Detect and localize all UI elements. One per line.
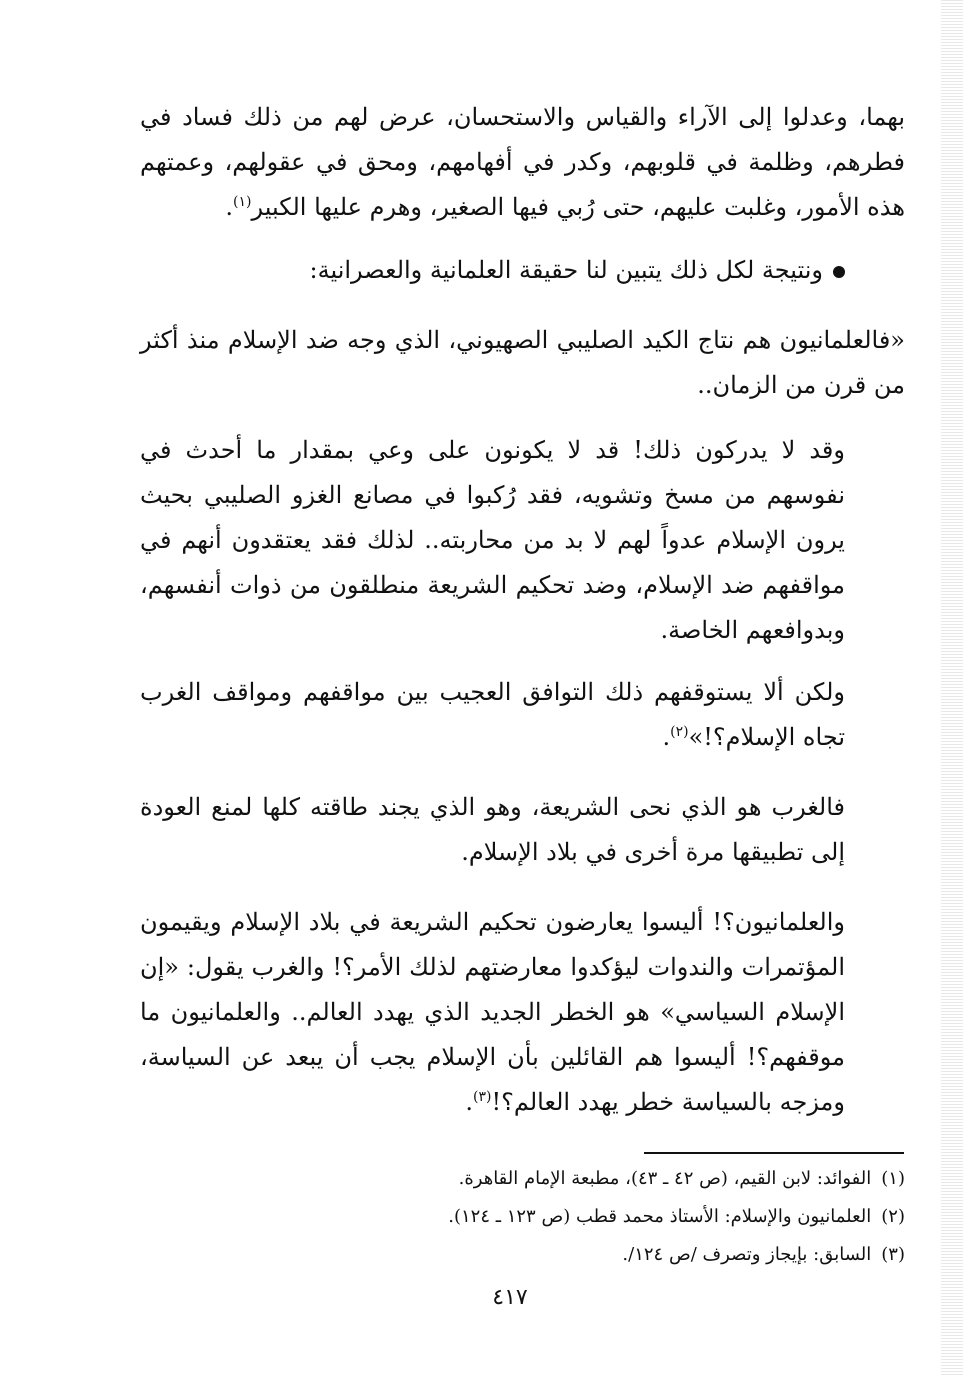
footnotes — [140, 1160, 905, 1274]
paragraph-5 — [140, 785, 905, 875]
footnote-1 — [140, 1160, 905, 1198]
paragraph-2-text: «فالعلمانيون هم نتاج الكيد الصليبي الصهيوني، الذي وجه ضد الإسلام منذ أكثر من قرن من الزمان.. — [140, 326, 905, 399]
footnote-3 — [140, 1236, 905, 1274]
paragraph-1 — [140, 95, 905, 230]
paragraph-5-text: فالغرب هو الذي نحى الشريعة، وهو الذي يجند طاقته كلها لمنع العودة إلى تطبيقها مرة أخرى في بلاد الإسلام. — [140, 793, 845, 866]
paragraph-2 — [140, 318, 905, 408]
paragraph-4-end: . — [662, 723, 671, 751]
footnote-ref-3: (٣) — [473, 1089, 492, 1105]
footnote-2 — [140, 1198, 905, 1236]
footnote-ref-1: (١) — [233, 194, 252, 210]
bullet-text: ونتيجة لكل ذلك يتبين لنا حقيقة العلمانية والعصرانية: — [309, 256, 823, 284]
paragraph-1-body: بهما، وعدلوا إلى الآراء والقياس والاستحسان، عرض لهم من ذلك فساد في فطرهم، وظلمة في قلوبهم، وكدر في أفهامهم، ومحق في عقولهم، وعمتهم هذه الأمور، وغلبت عليهم، حتى رُبي فيها الصغير، وهرم عليها الكبير — [140, 103, 905, 221]
paragraph-6-text — [140, 900, 905, 1125]
footnote-2-text: العلمانيون والإسلام: الأستاذ محمد قطب (ص ١٢٣ ـ ١٢٤). — [448, 1206, 872, 1227]
paragraph-1-text — [140, 95, 905, 230]
page-edge-texture — [941, 0, 963, 1375]
paragraph-3-text: وقد لا يدركون ذلك! قد لا يكونون على وعي بمقدار ما أحدث في نفوسهم من مسخ وتشويه، فقد رُكبوا في مصانع الغزو الصليبي بحيث يرون الإسلام عدواً لهم لا بد من محاربته.. لذلك فقد يعتقدون أنهم في مواقفهم ضد الإسلام، وضد تحكيم الشريعة منطلقون من ذوات أنفسهم، وبدوافعهم الخاصة. — [140, 436, 845, 644]
footnote-1-number: (١) — [881, 1168, 905, 1189]
footnote-divider — [644, 1152, 904, 1154]
paragraph-4-text — [140, 670, 905, 760]
paragraph-4-body: ولكن ألا يستوقفهم ذلك التوافق العجيب بين مواقفهم ومواقف الغرب تجاه الإسلام؟!» — [140, 678, 845, 751]
footnote-2-number: (٢) — [881, 1206, 905, 1227]
paragraph-6 — [140, 900, 905, 1125]
paragraph-6-body: والعلمانيون؟! أليسوا يعارضون تحكيم الشريعة في بلاد الإسلام ويقيمون المؤتمرات والندوات ليؤكدوا معارضتهم لذلك الأمر؟! والغرب يقول: «إن الإسلام السياسي» هو الخطر الجديد الذي يهدد العالم.. والعلمانيون ما موقفهم؟! أليسوا هم القائلين بأن الإسلام يجب أن يبعد عن السياسة، ومزجه بالسياسة خطر يهدد العالم؟! — [140, 908, 845, 1116]
paragraph-6-end: . — [465, 1088, 474, 1116]
paragraph-1-end: . — [225, 193, 234, 221]
paragraph-3 — [140, 428, 905, 653]
paragraph-4 — [140, 670, 905, 760]
footnote-3-text: السابق: بإيجاز وتصرف /ص ١٢٤/. — [622, 1244, 872, 1265]
page-number: ٤١٧ — [492, 1285, 528, 1310]
bullet-line — [140, 250, 845, 290]
footnote-ref-2: (٢) — [670, 724, 689, 740]
footnote-1-text: الفوائد: لابن القيم، (ص ٤٢ ـ ٤٣)، مطبعة الإمام القاهرة. — [458, 1168, 872, 1189]
footnote-3-number: (٣) — [881, 1244, 905, 1265]
bullet-icon — [833, 266, 845, 278]
